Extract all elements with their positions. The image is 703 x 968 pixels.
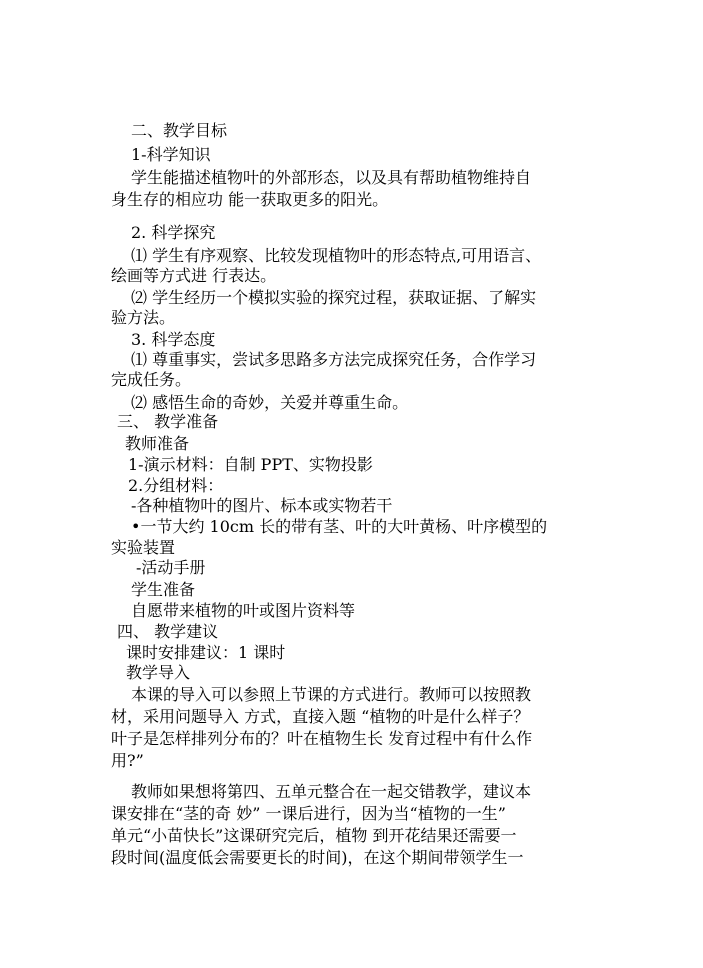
paragraph-line: 用?” — [111, 751, 144, 770]
list-item: •一节大约 10cm 长的带有茎、叶的大叶黄杨、叶序模型的 — [131, 517, 548, 536]
list-item: ⑵ 感悟生命的奇妙，关爱并尊重生命。 — [131, 393, 409, 412]
paragraph-line: 课安排在“茎的奇 妙” 一课后进行，因为当“植物的一生” — [111, 804, 506, 823]
paragraph-line: 1-演示材料：自制 PPT、实物投影 — [128, 455, 373, 474]
list-item: ⑴ 尊重事实，尝试多思路多方法完成探究任务，合作学习 — [131, 350, 537, 369]
list-item: ⑵ 学生经历一个模拟实验的探究过程，获取证据、了解实 — [131, 288, 537, 307]
subheading-science-attitude: 3. 科学态度 — [131, 330, 216, 349]
list-item: -各种植物叶的图片、标本或实物若干 — [131, 496, 393, 515]
paragraph-line: 教师如果想将第四、五单元整合在一起交错教学，建议本 — [131, 782, 532, 801]
subheading-science-inquiry: 2. 科学探究 — [131, 223, 216, 242]
paragraph-line: 叶子是怎样排列分布的？叶在植物生长 发育过程中有什么作 — [111, 729, 533, 748]
paragraph-line: 学生能描述植物叶的外部形态，以及具有帮助植物维持自 — [131, 168, 532, 187]
paragraph-line: 自愿带来植物的叶或图片资料等 — [131, 601, 356, 620]
subheading-lesson-intro: 教学导入 — [126, 663, 191, 682]
section-heading-teaching-preparation: 三、 教学准备 — [117, 412, 219, 431]
paragraph-line: 验方法。 — [111, 308, 176, 327]
paragraph-line: 本课的导入可以参照上节课的方式进行。教师可以按照教 — [131, 685, 532, 704]
section-heading-teaching-goals: 二、教学目标 — [131, 121, 228, 140]
paragraph-line: 身生存的相应功 能一获取更多的阳光。 — [111, 190, 389, 209]
paragraph-line: 单元“小苗快长”这课研究完后，植物 到开花结果还需要一 — [111, 826, 517, 845]
subheading-science-knowledge: 1-科学知识 — [131, 145, 211, 164]
section-heading-teaching-suggestions: 四、 教学建议 — [117, 622, 219, 641]
paragraph-line: 2.分组材料： — [128, 476, 224, 495]
paragraph-line: 绘画等方式进 行表达。 — [111, 266, 277, 285]
paragraph-line: 段时间(温度低会需要更长的时间)，在这个期间带领学生一 — [111, 848, 524, 867]
paragraph-line: 完成任务。 — [111, 370, 192, 389]
subheading-student-preparation: 学生准备 — [131, 580, 196, 599]
list-item: ⑴ 学生有序观察、比较发现植物叶的形态特点,可用语言、 — [131, 246, 542, 265]
list-item: -活动手册 — [136, 558, 206, 577]
subheading-teacher-preparation: 教师准备 — [125, 434, 190, 453]
paragraph-line: 实验装置 — [111, 538, 176, 557]
paragraph-line: 材，采用问题导入 方式，直接入题 “植物的叶是什么样子？ — [111, 707, 530, 726]
paragraph-line: 课时安排建议：1 课时 — [126, 643, 286, 662]
